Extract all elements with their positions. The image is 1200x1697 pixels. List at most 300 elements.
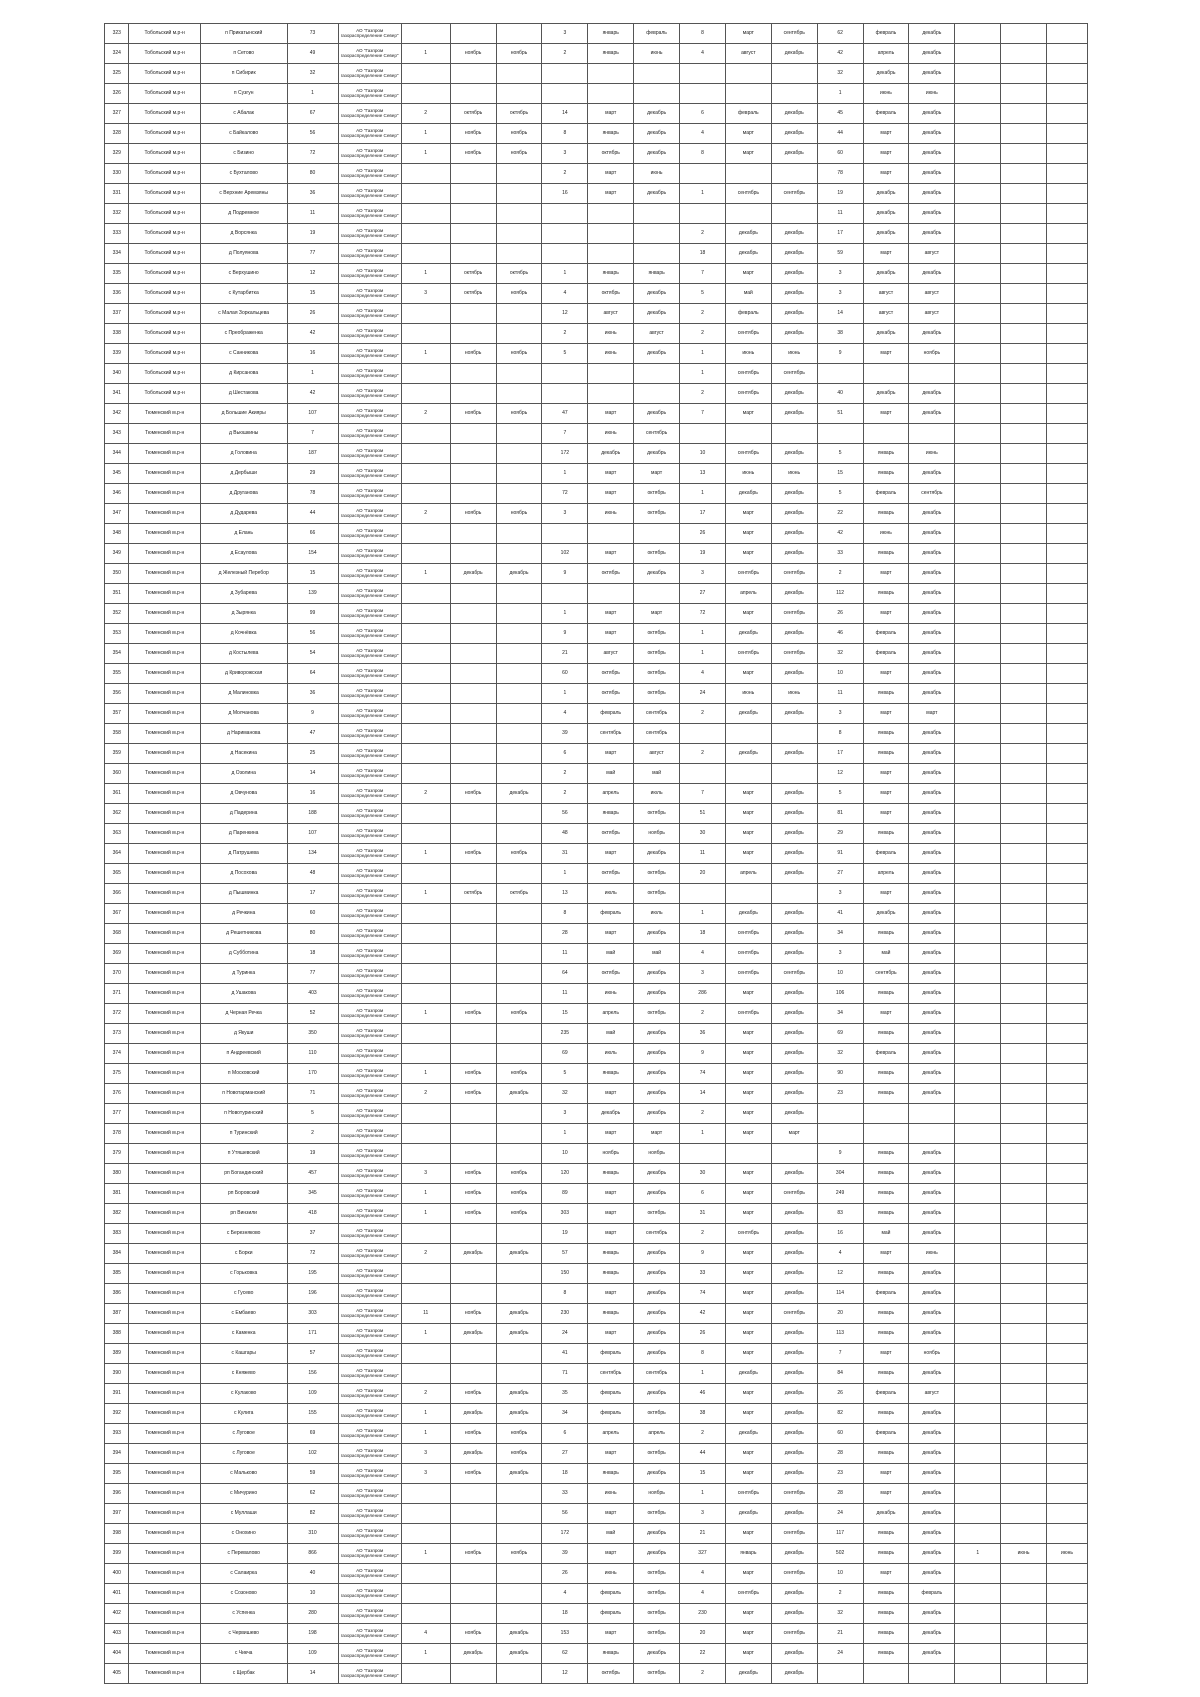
table-cell: декабрь xyxy=(771,1644,817,1664)
table-cell: 16 xyxy=(542,184,588,204)
table-cell: март xyxy=(725,1284,771,1304)
table-cell: ноябрь xyxy=(588,1144,634,1164)
table-cell: 1 xyxy=(817,84,863,104)
table-cell: 362 xyxy=(105,804,129,824)
table-cell: январь xyxy=(863,984,909,1004)
table-cell xyxy=(401,384,450,404)
table-cell: декабрь xyxy=(771,444,817,464)
table-cell: январь xyxy=(863,1144,909,1164)
table-cell xyxy=(955,564,1001,584)
table-cell: март xyxy=(588,1544,634,1564)
table-cell: 40 xyxy=(287,1564,338,1584)
table-cell: 102 xyxy=(287,1444,338,1464)
table-cell: 6 xyxy=(542,744,588,764)
table-cell: август xyxy=(909,284,955,304)
table-cell: 387 xyxy=(105,1304,129,1324)
table-cell: 67 xyxy=(287,104,338,124)
table-row xyxy=(105,464,1088,484)
table-cell xyxy=(401,644,450,664)
table-cell xyxy=(771,204,817,224)
table-cell: 72 xyxy=(680,604,726,624)
table-cell: 4 xyxy=(680,944,726,964)
table-row xyxy=(105,844,1088,864)
table-cell: декабрь xyxy=(588,444,634,464)
table-cell: октябрь xyxy=(496,264,542,284)
table-cell xyxy=(634,224,680,244)
table-cell xyxy=(1001,1404,1047,1424)
table-cell xyxy=(401,1564,450,1584)
table-cell xyxy=(1047,824,1088,844)
table-cell: 42 xyxy=(287,324,338,344)
organization-cell: АО "Газпром газораспределение Север" xyxy=(338,1084,401,1104)
organization-cell: АО "Газпром газораспределение Север" xyxy=(338,1604,401,1624)
table-cell xyxy=(955,804,1001,824)
table-cell: 90 xyxy=(817,1064,863,1084)
table-cell: Тюменский м.р-н xyxy=(129,1104,200,1124)
table-cell: 286 xyxy=(680,984,726,1004)
table-cell: март xyxy=(725,1244,771,1264)
table-cell: март xyxy=(863,764,909,784)
organization-cell: АО "Газпром газораспределение Север" xyxy=(338,564,401,584)
table-cell: декабрь xyxy=(771,104,817,124)
table-cell: март xyxy=(588,1124,634,1144)
table-cell: сентябрь xyxy=(588,1364,634,1384)
table-cell xyxy=(401,724,450,744)
table-cell xyxy=(955,1564,1001,1584)
table-cell xyxy=(955,224,1001,244)
table-cell: ноябрь xyxy=(496,1424,542,1444)
table-cell: июнь xyxy=(725,344,771,364)
table-cell: январь xyxy=(863,1404,909,1424)
table-cell xyxy=(634,384,680,404)
table-cell: 389 xyxy=(105,1344,129,1364)
table-cell: март xyxy=(588,1184,634,1204)
table-cell xyxy=(680,424,726,444)
table-cell: 396 xyxy=(105,1484,129,1504)
table-cell: сентябрь xyxy=(634,1224,680,1244)
table-cell xyxy=(1047,1124,1088,1144)
table-cell: п Андреевский xyxy=(200,1044,287,1064)
table-cell xyxy=(496,764,542,784)
table-cell: июнь xyxy=(634,164,680,184)
table-cell: 7 xyxy=(680,264,726,284)
table-cell xyxy=(401,324,450,344)
table-cell: 6 xyxy=(680,1184,726,1204)
table-cell xyxy=(450,1044,496,1064)
table-cell xyxy=(401,1124,450,1144)
table-cell: октябрь xyxy=(496,104,542,124)
organization-cell: АО "Газпром газораспределение Север" xyxy=(338,1024,401,1044)
table-cell: 19 xyxy=(680,544,726,564)
table-cell xyxy=(955,904,1001,924)
table-cell: ноябрь xyxy=(450,1184,496,1204)
table-cell: 1 xyxy=(680,624,726,644)
organization-cell: АО "Газпром газораспределение Север" xyxy=(338,44,401,64)
table-cell: март xyxy=(725,984,771,1004)
table-cell: 365 xyxy=(105,864,129,884)
table-cell: январь xyxy=(863,1324,909,1344)
table-cell: декабрь xyxy=(909,1184,955,1204)
table-cell xyxy=(496,1344,542,1364)
table-cell: ноябрь xyxy=(450,1624,496,1644)
table-cell: июнь xyxy=(771,344,817,364)
table-cell: декабрь xyxy=(771,284,817,304)
table-cell xyxy=(1047,124,1088,144)
table-row xyxy=(105,504,1088,524)
organization-cell: АО "Газпром газораспределение Север" xyxy=(338,1104,401,1124)
organization-cell: АО "Газпром газораспределение Север" xyxy=(338,1624,401,1644)
table-cell xyxy=(450,684,496,704)
table-cell: ноябрь xyxy=(450,1064,496,1084)
table-cell: 324 xyxy=(105,44,129,64)
table-cell: декабрь xyxy=(496,1464,542,1484)
table-cell xyxy=(1001,324,1047,344)
organization-cell: АО "Газпром газораспределение Север" xyxy=(338,1164,401,1184)
table-cell: 18 xyxy=(287,944,338,964)
table-cell xyxy=(450,904,496,924)
table-cell: декабрь xyxy=(634,1044,680,1064)
table-cell xyxy=(496,244,542,264)
table-cell: апрель xyxy=(588,1004,634,1024)
table-cell: декабрь xyxy=(496,1624,542,1644)
table-cell xyxy=(496,904,542,924)
table-cell xyxy=(450,764,496,784)
table-cell: июнь xyxy=(588,1564,634,1584)
table-cell: д Дударева xyxy=(200,504,287,524)
table-cell: 2 xyxy=(680,384,726,404)
table-cell: март xyxy=(863,1484,909,1504)
table-cell: 32 xyxy=(817,1604,863,1624)
table-cell: 402 xyxy=(105,1604,129,1624)
table-cell: Тюменский м.р-н xyxy=(129,1564,200,1584)
table-cell: 80 xyxy=(287,164,338,184)
table-cell: 8 xyxy=(680,24,726,44)
table-cell: декабрь xyxy=(634,844,680,864)
table-cell xyxy=(401,464,450,484)
table-cell: 303 xyxy=(542,1204,588,1224)
table-cell: 74 xyxy=(680,1064,726,1084)
organization-cell: АО "Газпром газораспределение Север" xyxy=(338,464,401,484)
organization-cell: АО "Газпром газораспределение Север" xyxy=(338,184,401,204)
table-cell: январь xyxy=(863,924,909,944)
table-cell xyxy=(634,84,680,104)
table-cell: д Посохова xyxy=(200,864,287,884)
table-cell: рп Богандинский xyxy=(200,1164,287,1184)
table-cell: д Криворожская xyxy=(200,664,287,684)
table-cell xyxy=(1001,1524,1047,1544)
organization-cell: АО "Газпром газораспределение Север" xyxy=(338,84,401,104)
table-cell: 11 xyxy=(401,1304,450,1324)
table-cell: 72 xyxy=(287,1244,338,1264)
table-cell: д Нариманова xyxy=(200,724,287,744)
organization-cell: АО "Газпром газораспределение Север" xyxy=(338,1244,401,1264)
table-cell: декабрь xyxy=(771,1504,817,1524)
organization-cell: АО "Газпром газораспределение Север" xyxy=(338,744,401,764)
table-cell xyxy=(401,964,450,984)
table-cell: октябрь xyxy=(634,1204,680,1224)
table-cell: декабрь xyxy=(909,604,955,624)
table-cell xyxy=(1047,384,1088,404)
table-cell: д Черная Речка xyxy=(200,1004,287,1024)
table-cell: март xyxy=(588,624,634,644)
table-cell: 1 xyxy=(401,264,450,284)
table-cell xyxy=(1047,64,1088,84)
table-cell: 8 xyxy=(680,1344,726,1364)
table-cell: декабрь xyxy=(909,564,955,584)
table-cell: январь xyxy=(634,264,680,284)
table-cell xyxy=(1047,564,1088,584)
table-cell: октябрь xyxy=(634,884,680,904)
table-cell xyxy=(496,544,542,564)
table-cell: 379 xyxy=(105,1144,129,1164)
table-cell: 41 xyxy=(817,904,863,924)
table-cell: 4 xyxy=(542,1584,588,1604)
table-cell xyxy=(496,1044,542,1064)
table-cell xyxy=(955,544,1001,564)
table-cell: 62 xyxy=(817,24,863,44)
table-cell: май xyxy=(588,1024,634,1044)
table-cell xyxy=(450,1124,496,1144)
table-cell: 2 xyxy=(817,1584,863,1604)
table-cell xyxy=(450,984,496,1004)
table-cell: декабрь xyxy=(771,584,817,604)
table-cell: 37 xyxy=(287,1224,338,1244)
table-cell: 397 xyxy=(105,1504,129,1524)
table-cell: ноябрь xyxy=(496,1004,542,1024)
table-cell: ноябрь xyxy=(450,1204,496,1224)
table-cell: Тюменский м.р-н xyxy=(129,1544,200,1564)
table-cell xyxy=(863,424,909,444)
table-cell xyxy=(1001,24,1047,44)
table-cell xyxy=(955,764,1001,784)
table-cell: 2 xyxy=(542,164,588,184)
table-cell: декабрь xyxy=(909,984,955,1004)
table-cell: сентябрь xyxy=(725,644,771,664)
table-cell: 1 xyxy=(401,1404,450,1424)
table-cell: декабрь xyxy=(771,44,817,64)
table-cell xyxy=(450,1264,496,1284)
organization-cell: АО "Газпром газораспределение Север" xyxy=(338,1564,401,1584)
table-cell: 34 xyxy=(542,1404,588,1424)
table-cell: 4 xyxy=(817,1244,863,1264)
table-cell: ноябрь xyxy=(450,144,496,164)
table-cell: ноябрь xyxy=(450,404,496,424)
table-cell: декабрь xyxy=(725,744,771,764)
table-cell: 32 xyxy=(542,1084,588,1104)
table-cell xyxy=(955,1244,1001,1264)
table-cell: 153 xyxy=(542,1624,588,1644)
table-cell: 59 xyxy=(817,244,863,264)
table-cell xyxy=(450,824,496,844)
table-cell: 2 xyxy=(542,324,588,344)
table-cell: август xyxy=(588,304,634,324)
table-cell xyxy=(496,524,542,544)
table-cell xyxy=(450,1664,496,1684)
organization-cell: АО "Газпром газораспределение Север" xyxy=(338,1364,401,1384)
organization-cell: АО "Газпром газораспределение Север" xyxy=(338,24,401,44)
table-cell: Тюменский м.р-н xyxy=(129,1284,200,1304)
table-cell: март xyxy=(634,604,680,624)
table-cell: с Муллаши xyxy=(200,1504,287,1524)
table-cell: 367 xyxy=(105,904,129,924)
table-cell: 2 xyxy=(542,784,588,804)
table-row xyxy=(105,24,1088,44)
table-cell: декабрь xyxy=(450,1324,496,1344)
table-cell: д Головина xyxy=(200,444,287,464)
table-cell: 44 xyxy=(680,1444,726,1464)
table-cell xyxy=(1001,1604,1047,1624)
table-cell: июль xyxy=(588,884,634,904)
table-cell: 46 xyxy=(817,624,863,644)
table-cell: декабрь xyxy=(909,584,955,604)
table-cell: 54 xyxy=(287,644,338,664)
table-cell: 342 xyxy=(105,404,129,424)
table-cell: январь xyxy=(588,1464,634,1484)
table-cell: декабрь xyxy=(909,684,955,704)
organization-cell: АО "Газпром газораспределение Север" xyxy=(338,1044,401,1064)
table-cell: 403 xyxy=(105,1624,129,1644)
table-cell: 15 xyxy=(680,1464,726,1484)
table-cell: январь xyxy=(863,544,909,564)
table-cell xyxy=(1047,1144,1088,1164)
table-cell: Тюменский м.р-н xyxy=(129,1224,200,1244)
table-cell: декабрь xyxy=(634,1104,680,1124)
table-cell: Тюменский м.р-н xyxy=(129,404,200,424)
table-cell xyxy=(496,724,542,744)
table-cell xyxy=(863,1104,909,1124)
table-cell xyxy=(955,44,1001,64)
table-row xyxy=(105,1644,1088,1664)
table-cell: 171 xyxy=(287,1324,338,1344)
table-cell: 333 xyxy=(105,224,129,244)
table-cell: февраль xyxy=(588,1604,634,1624)
table-cell: октябрь xyxy=(634,644,680,664)
table-cell: март xyxy=(588,1504,634,1524)
table-cell: 36 xyxy=(680,1024,726,1044)
table-cell: ноябрь xyxy=(496,1444,542,1464)
table-cell xyxy=(496,1664,542,1684)
table-cell xyxy=(771,1144,817,1164)
table-cell: июнь xyxy=(725,684,771,704)
table-cell xyxy=(955,1424,1001,1444)
table-cell: 62 xyxy=(542,1644,588,1664)
table-cell xyxy=(1001,984,1047,1004)
table-cell xyxy=(1001,344,1047,364)
table-cell: сентябрь xyxy=(771,1624,817,1644)
table-cell: Тюменский м.р-н xyxy=(129,624,200,644)
table-cell xyxy=(1001,304,1047,324)
organization-cell: АО "Газпром газораспределение Север" xyxy=(338,1304,401,1324)
table-cell xyxy=(496,924,542,944)
table-cell xyxy=(1001,584,1047,604)
table-cell xyxy=(1047,1584,1088,1604)
table-cell: 1 xyxy=(401,1004,450,1024)
table-cell: 8 xyxy=(817,724,863,744)
table-cell xyxy=(401,684,450,704)
table-cell: январь xyxy=(588,1644,634,1664)
table-cell: декабрь xyxy=(634,1284,680,1304)
table-cell: 51 xyxy=(680,804,726,824)
table-cell: Тюменский м.р-н xyxy=(129,644,200,664)
table-cell: июнь xyxy=(909,84,955,104)
table-cell: 32 xyxy=(817,644,863,664)
table-cell xyxy=(1047,164,1088,184)
table-cell xyxy=(955,264,1001,284)
table-cell: январь xyxy=(588,1164,634,1184)
table-cell: март xyxy=(725,1324,771,1344)
table-cell: д Костылева xyxy=(200,644,287,664)
table-cell: 26 xyxy=(542,1564,588,1584)
table-cell xyxy=(496,1144,542,1164)
table-cell xyxy=(1047,1044,1088,1064)
table-cell: декабрь xyxy=(863,224,909,244)
table-cell: декабрь xyxy=(909,844,955,864)
table-cell: декабрь xyxy=(634,144,680,164)
table-cell: декабрь xyxy=(771,1004,817,1024)
table-cell xyxy=(450,64,496,84)
table-cell: 344 xyxy=(105,444,129,464)
table-cell: март xyxy=(725,1344,771,1364)
table-cell: 22 xyxy=(680,1644,726,1664)
table-cell: декабрь xyxy=(450,1444,496,1464)
table-cell: декабрь xyxy=(909,964,955,984)
table-cell xyxy=(1001,504,1047,524)
table-cell: декабрь xyxy=(909,664,955,684)
table-cell: декабрь xyxy=(909,1064,955,1084)
table-cell: 4 xyxy=(542,704,588,724)
table-cell: 3 xyxy=(817,264,863,284)
table-cell xyxy=(496,584,542,604)
table-cell: п Московский xyxy=(200,1064,287,1084)
table-row xyxy=(105,1484,1088,1504)
table-cell xyxy=(955,1604,1001,1624)
table-cell: 9 xyxy=(542,624,588,644)
table-cell: март xyxy=(725,1444,771,1464)
table-cell: август xyxy=(588,644,634,664)
table-cell: Тобольский м.р-н xyxy=(129,64,200,84)
table-cell: Тюменский м.р-н xyxy=(129,1344,200,1364)
table-cell: декабрь xyxy=(909,1424,955,1444)
table-cell xyxy=(1047,1464,1088,1484)
table-cell: декабрь xyxy=(771,264,817,284)
table-cell: март xyxy=(588,844,634,864)
table-cell xyxy=(1001,664,1047,684)
table-cell: 2 xyxy=(680,304,726,324)
table-cell xyxy=(450,544,496,564)
table-cell: Тюменский м.р-н xyxy=(129,1204,200,1224)
table-cell: Тюменский м.р-н xyxy=(129,1384,200,1404)
table-row xyxy=(105,704,1088,724)
table-cell: декабрь xyxy=(909,64,955,84)
table-cell: октябрь xyxy=(634,1664,680,1684)
table-cell: с Салаирка xyxy=(200,1564,287,1584)
table-cell xyxy=(401,484,450,504)
table-cell: Тюменский м.р-н xyxy=(129,484,200,504)
table-cell xyxy=(1001,1124,1047,1144)
table-cell: 19 xyxy=(817,184,863,204)
table-cell: 39 xyxy=(542,724,588,744)
table-cell: д Озолина xyxy=(200,764,287,784)
table-cell xyxy=(1001,1624,1047,1644)
table-cell: декабрь xyxy=(909,1364,955,1384)
table-cell: декабрь xyxy=(909,1604,955,1624)
table-cell: декабрь xyxy=(909,1164,955,1184)
table-cell xyxy=(496,1264,542,1284)
table-cell: 38 xyxy=(817,324,863,344)
table-cell xyxy=(450,444,496,464)
table-cell: декабрь xyxy=(634,404,680,424)
table-cell xyxy=(496,1584,542,1604)
